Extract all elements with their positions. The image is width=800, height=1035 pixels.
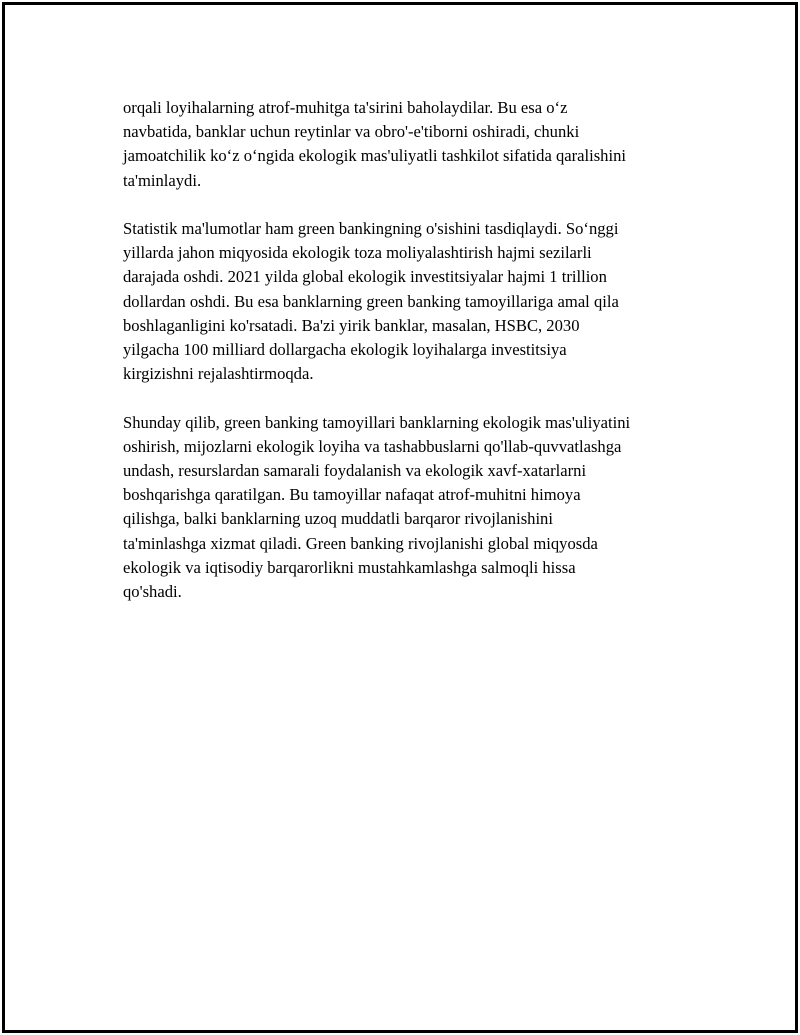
text-line: ta'minlaydi.	[123, 170, 202, 190]
text-line: dollardan oshdi. Bu esa banklarning green banking tamoyillariga amal qila	[123, 291, 619, 311]
text-line: boshlaganligini ko'rsatadi. Ba'zi yirik banklar, masalan, HSBC, 2030	[123, 315, 580, 335]
paragraph-1	[123, 96, 703, 193]
text-line: Shunday qilib, green banking tamoyillari banklarning ekologik mas'uliyatini	[123, 412, 631, 432]
text-line: oshirish, mijozlarni ekologik loyiha va tashabbuslarni qo'llab-quvvatlashga	[123, 436, 622, 456]
text-line: yillarda jahon miqyosida ekologik toza moliyalashtirish hajmi sezilarli	[123, 243, 592, 263]
document-body	[123, 96, 703, 628]
paragraph-2	[123, 217, 703, 386]
text-line: undash, resurslardan samarali foydalanish va ekologik xavf-xatarlarni	[123, 461, 587, 481]
text-line: qilishga, balki banklarning uzoq muddatli barqaror rivojlanishini	[123, 509, 553, 529]
paragraph-3	[123, 411, 703, 605]
text-line: ta'minlashga xizmat qiladi. Green banking rivojlanishi global miqyosda	[123, 533, 598, 553]
text-line: jamoatchilik ko‘z o‘ngida ekologik mas'uliyatli tashkilot sifatida qaralishini	[123, 146, 626, 166]
text-line: orqali loyihalarning atrof-muhitga ta'sirini baholaydilar. Bu esa o‘z	[123, 98, 568, 117]
text-line: boshqarishga qaratilgan. Bu tamoyillar nafaqat atrof-muhitni himoya	[123, 485, 581, 505]
text-line: ekologik va iqtisodiy barqarorlikni mustahkamlashga salmoqli hissa	[123, 557, 576, 577]
text-line: kirgizishni rejalashtirmoqda.	[123, 364, 314, 384]
text-line: darajada oshdi. 2021 yilda global ekologik investitsiyalar hajmi 1 trillion	[123, 267, 607, 287]
page-frame	[2, 2, 798, 1033]
text-line: qo'shadi.	[123, 582, 182, 602]
text-line: navbatida, banklar uchun reytinlar va obro'-e'tiborni oshiradi, chunki	[123, 122, 580, 142]
text-line: Statistik ma'lumotlar ham green bankingning o'sishini tasdiqlaydi. So‘nggi	[123, 219, 619, 238]
text-line: yilgacha 100 milliard dollargacha ekologik loyihalarga investitsiya	[123, 340, 567, 360]
